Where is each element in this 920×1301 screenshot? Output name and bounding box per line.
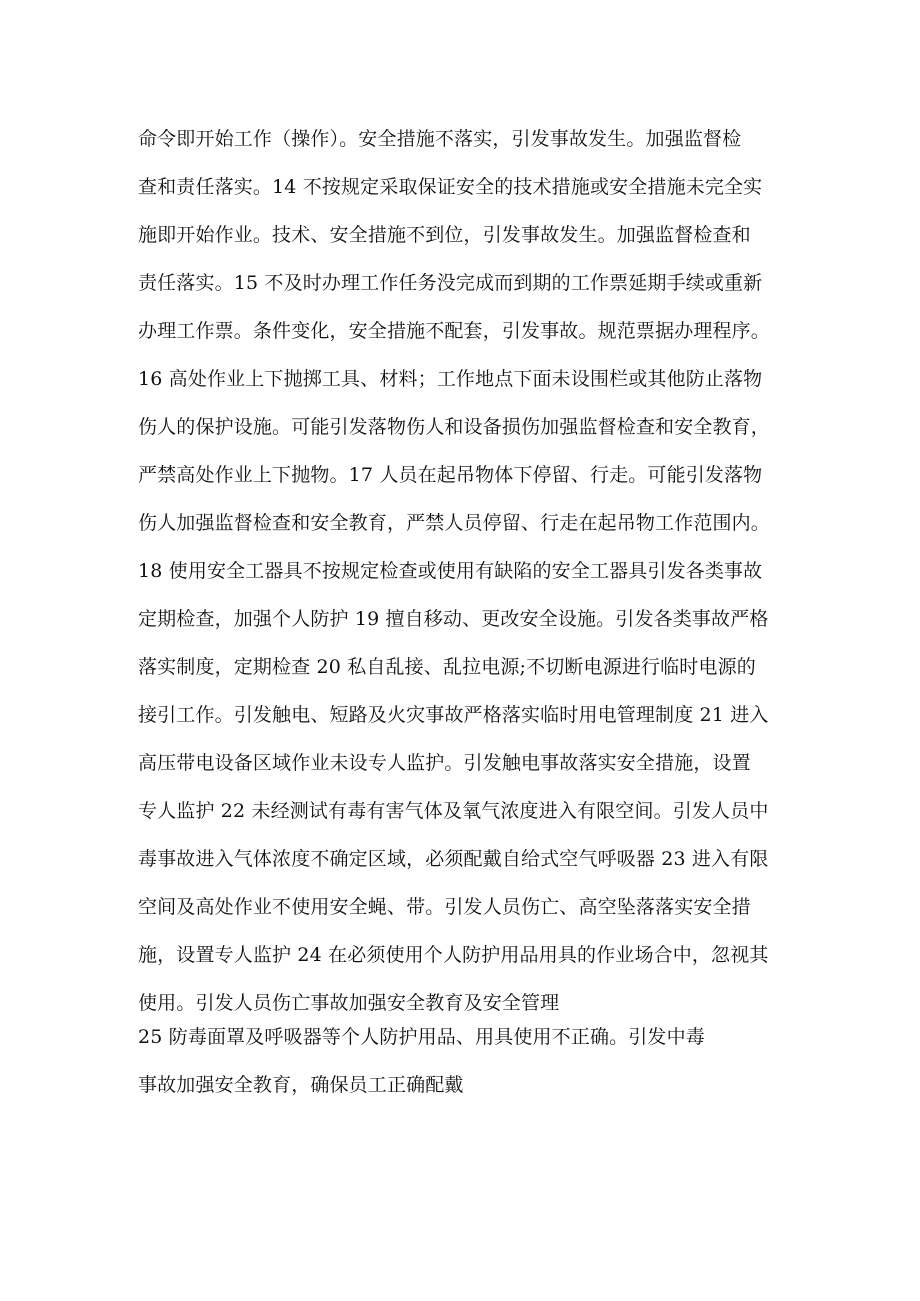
text-line: 办理工作票。条件变化，安全措施不配套，引发事故。规范票据办理程序。 [138,320,770,342]
text-line: 空间及高处作业不使用安全蝇、带。引发人员伤亡、高空坠落落实安全措 [138,896,751,918]
text-line: 责任落实。15 不及时办理工作任务没完成而到期的工作票延期手续或重新 [138,272,763,294]
text-line: 严禁高处作业上下抛物。17 人员在起吊物体下停留、行走。可能引发落物 [138,464,763,486]
text-line: 查和责任落实。14 不按规定采取保证安全的技术措施或安全措施未完全实 [138,176,763,198]
text-line: 施即开始作业。技术、安全措施不到位，引发事故发生。加强监督检查和 [138,224,751,246]
text-line: 毒事故进入气体浓度不确定区域，必须配戴自给式空气呼吸器 23 进入有限 [138,848,769,870]
text-line: 命令即开始工作（操作）。安全措施不落实，引发事故发生。加强监督检 [138,128,742,150]
text-line: 16 高处作业上下抛掷工具、材料；工作地点下面未设围栏或其他防止落物 [138,368,763,390]
text-line: 伤人加强监督检查和安全教育，严禁人员停留、行走在起吊物工作范围内。 [138,512,770,534]
text-line: 落实制度，定期检查 20 私自乱接、乱拉电源;不切断电源进行临时电源的 [138,656,756,678]
text-line: 高压带电设备区域作业未设专人监护。引发触电事故落实安全措施，设置 [138,752,751,774]
text-line: 18 使用安全工器具不按规定检查或使用有缺陷的安全工器具引发各类事故 [138,560,763,582]
text-line: 使用。引发人员伤亡事故加强安全教育及安全管理 [138,992,560,1014]
text-line: 施，设置专人监护 24 在必须使用个人防护用品用具的作业场合中，忽视其 [138,944,769,966]
text-line: 接引工作。引发触电、短路及火灾事故严格落实临时用电管理制度 21 进入 [138,704,769,726]
text-line: 事故加强安全教育，确保员工正确配戴 [138,1074,464,1096]
text-line: 伤人的保护设施。可能引发落物伤人和设备损伤加强监督检查和安全教育， [138,416,770,438]
text-line: 专人监护 22 未经测试有毒有害气体及氧气浓度进入有限空间。引发人员中 [138,800,769,822]
text-line: 25 防毒面罩及呼吸器等个人防护用品、用具使用不正确。引发中毒 [138,1026,705,1048]
text-line: 定期检查，加强个人防护 19 擅自移动、更改安全设施。引发各类事故严格 [138,608,769,630]
